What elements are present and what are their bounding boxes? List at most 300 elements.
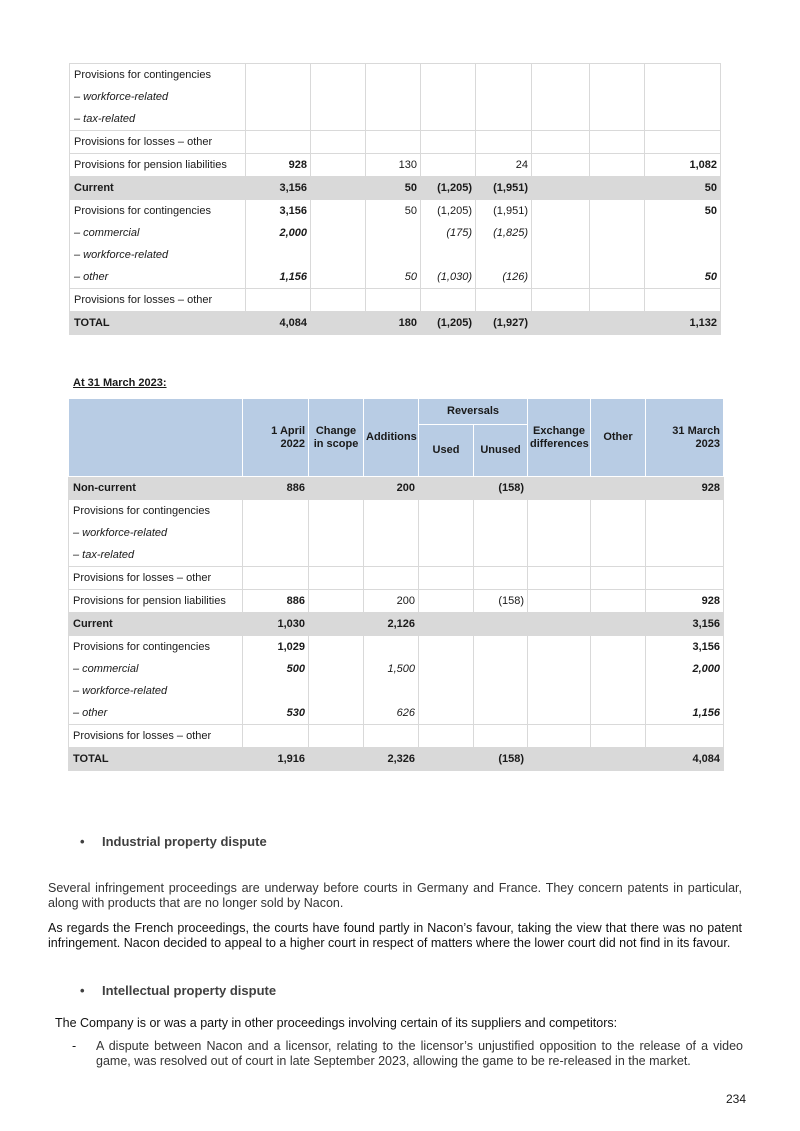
value-line	[647, 64, 717, 86]
value-cell	[421, 200, 476, 289]
header-unused: Unused	[474, 425, 528, 477]
value-line	[368, 244, 417, 266]
value-line	[421, 680, 470, 702]
row-label-line: – tax-related	[74, 113, 136, 125]
value-cell: 200	[364, 590, 419, 613]
value-line	[478, 244, 528, 266]
value-line	[530, 636, 587, 658]
value-cell	[419, 725, 474, 748]
value-line	[592, 64, 641, 86]
value-cell: 50	[366, 177, 421, 200]
value-cell	[591, 748, 646, 771]
table-row	[70, 200, 721, 289]
value-line	[647, 222, 717, 244]
value-cell	[474, 725, 528, 748]
value-line	[476, 500, 524, 522]
value-line	[534, 86, 586, 108]
value-line	[476, 636, 524, 658]
value-line	[245, 544, 305, 566]
table-row	[70, 131, 721, 154]
value-cell: 130	[366, 154, 421, 177]
value-cell	[474, 613, 528, 636]
value-line	[368, 222, 417, 244]
value-line: 1,029	[277, 641, 305, 653]
value-line: 50	[704, 271, 717, 283]
value-line	[423, 108, 472, 130]
table-row	[69, 477, 724, 500]
header-scope: Change in scope	[309, 399, 364, 477]
value-line	[592, 222, 641, 244]
value-line	[421, 636, 470, 658]
value-cell: 1,132	[645, 312, 721, 335]
row-label-line: – workforce-related	[74, 249, 169, 261]
value-line	[248, 108, 307, 130]
value-line	[593, 680, 642, 702]
header-other: Other	[591, 399, 646, 477]
value-cell	[590, 289, 645, 312]
value-line	[368, 108, 417, 130]
row-label: TOTAL	[70, 312, 246, 335]
value-cell	[476, 200, 532, 289]
value-cell	[366, 131, 421, 154]
value-cell	[309, 725, 364, 748]
value-cell	[309, 590, 364, 613]
value-cell	[421, 154, 476, 177]
value-line	[534, 222, 586, 244]
value-cell	[646, 567, 724, 590]
value-line	[648, 680, 720, 702]
value-line: 1,500	[387, 663, 415, 675]
value-line	[421, 658, 470, 680]
row-label: Provisions for losses – other	[69, 567, 243, 590]
value-line: 1,156	[279, 271, 307, 283]
value-line: (1,205)	[437, 205, 472, 217]
value-line	[530, 544, 587, 566]
header-close: 31 March 2023	[646, 399, 724, 477]
value-line	[534, 266, 586, 288]
section-heading-industrial	[80, 834, 267, 849]
row-label: Provisions for losses – other	[70, 289, 246, 312]
value-cell	[591, 636, 646, 725]
table-row	[69, 567, 724, 590]
value-line	[530, 702, 587, 724]
value-line: 2,000	[279, 227, 307, 239]
value-cell	[528, 477, 591, 500]
value-cell: 928	[646, 590, 724, 613]
value-cell	[532, 177, 590, 200]
value-line	[248, 244, 307, 266]
value-line	[311, 636, 360, 658]
value-line: (1,030)	[437, 271, 472, 283]
value-line	[593, 500, 642, 522]
row-label: Current	[69, 613, 243, 636]
value-line: 626	[396, 707, 415, 719]
value-cell	[246, 289, 311, 312]
value-cell	[309, 567, 364, 590]
value-cell	[532, 154, 590, 177]
value-cell	[591, 725, 646, 748]
header-exchange: Exchange differences	[528, 399, 591, 477]
value-line	[313, 266, 362, 288]
value-cell	[311, 64, 366, 131]
value-line	[421, 702, 470, 724]
paragraph: The Company is or was a party in other proceedings involving certain of its suppliers and competitors:	[55, 1016, 618, 1030]
bullet-icon: •	[80, 983, 85, 998]
table-row	[69, 500, 724, 567]
row-label-line: – workforce-related	[74, 91, 169, 103]
value-cell	[646, 636, 724, 725]
value-line	[423, 86, 472, 108]
value-cell	[591, 500, 646, 567]
value-cell	[645, 289, 721, 312]
value-line	[476, 702, 524, 724]
row-label-line: – workforce-related	[73, 685, 168, 697]
value-line	[534, 244, 586, 266]
value-cell: 2,126	[364, 613, 419, 636]
value-line	[647, 108, 717, 130]
value-cell	[246, 200, 311, 289]
value-cell	[532, 289, 590, 312]
value-cell	[590, 312, 645, 335]
value-line	[423, 64, 472, 86]
value-cell	[474, 567, 528, 590]
value-cell: 1,030	[243, 613, 309, 636]
value-line	[593, 522, 642, 544]
value-cell	[645, 64, 721, 131]
value-line	[368, 64, 417, 86]
value-line	[593, 544, 642, 566]
value-line	[478, 86, 528, 108]
value-line	[366, 522, 415, 544]
value-line	[423, 244, 472, 266]
value-cell: 3,156	[246, 177, 311, 200]
value-cell	[246, 64, 311, 131]
bullet-icon: •	[80, 834, 85, 849]
heading-text: Industrial property dispute	[102, 834, 267, 849]
value-cell	[243, 567, 309, 590]
value-cell	[528, 567, 591, 590]
value-cell	[591, 590, 646, 613]
value-cell	[309, 477, 364, 500]
value-cell	[591, 477, 646, 500]
value-line: 50	[404, 271, 417, 283]
value-cell	[591, 613, 646, 636]
value-cell	[474, 500, 528, 567]
value-cell: 886	[243, 477, 309, 500]
value-cell	[243, 725, 309, 748]
value-cell	[419, 590, 474, 613]
value-line	[313, 108, 362, 130]
value-line	[476, 522, 524, 544]
value-line	[421, 544, 470, 566]
value-cell: 928	[246, 154, 311, 177]
row-label: Provisions for losses – other	[70, 131, 246, 154]
value-line	[648, 544, 720, 566]
value-line	[648, 522, 720, 544]
value-cell	[311, 154, 366, 177]
value-cell: (158)	[474, 477, 528, 500]
value-line	[366, 636, 415, 658]
value-cell	[476, 289, 532, 312]
value-cell	[528, 590, 591, 613]
value-cell	[309, 613, 364, 636]
value-cell: 200	[364, 477, 419, 500]
value-line	[245, 500, 305, 522]
value-cell	[421, 289, 476, 312]
value-cell	[528, 500, 591, 567]
value-cell	[311, 131, 366, 154]
header-used: Used	[419, 425, 474, 477]
value-cell	[419, 636, 474, 725]
value-line: 3,156	[279, 205, 307, 217]
row-label: Provisions for pension liabilities	[70, 154, 246, 177]
value-line	[476, 680, 524, 702]
row-label: Non-current	[69, 477, 243, 500]
value-cell	[311, 177, 366, 200]
value-line	[248, 86, 307, 108]
value-cell	[364, 636, 419, 725]
value-line: 2,000	[692, 663, 720, 675]
value-line	[313, 222, 362, 244]
value-cell	[528, 613, 591, 636]
header-open: 1 April 2022	[243, 399, 309, 477]
value-cell	[246, 131, 311, 154]
value-cell	[364, 500, 419, 567]
value-line	[366, 680, 415, 702]
table-row	[70, 177, 721, 200]
value-line	[648, 500, 720, 522]
value-line: 530	[286, 707, 305, 719]
value-cell	[590, 177, 645, 200]
value-cell	[309, 500, 364, 567]
table-row	[70, 312, 721, 335]
value-cell	[419, 567, 474, 590]
value-line: (126)	[502, 271, 528, 283]
value-cell	[590, 131, 645, 154]
value-line: 50	[704, 205, 717, 217]
value-line	[245, 680, 305, 702]
value-cell	[243, 500, 309, 567]
value-line	[530, 500, 587, 522]
value-cell	[590, 200, 645, 289]
paragraph: Several infringement proceedings are underway before courts in Germany and France. They concern patents in particular, along with products that are no longer sold by Nacon.	[48, 881, 742, 910]
value-cell	[419, 477, 474, 500]
value-line	[647, 244, 717, 266]
value-line	[593, 636, 642, 658]
value-cell	[421, 131, 476, 154]
section-heading-intellectual	[80, 983, 276, 998]
value-line	[248, 64, 307, 86]
table-row	[70, 289, 721, 312]
value-cell	[366, 64, 421, 131]
value-cell	[590, 154, 645, 177]
dash-marker: -	[72, 1039, 77, 1053]
row-label-line: Provisions for contingencies	[73, 505, 210, 517]
table-row	[69, 636, 724, 725]
value-line	[366, 500, 415, 522]
value-cell	[476, 131, 532, 154]
value-line	[311, 702, 360, 724]
value-line	[311, 522, 360, 544]
value-line	[313, 200, 362, 222]
value-line	[592, 108, 641, 130]
value-cell	[366, 200, 421, 289]
value-cell	[366, 289, 421, 312]
value-cell	[646, 500, 724, 567]
value-line	[478, 108, 528, 130]
value-line: 50	[404, 205, 417, 217]
row-label-line: Provisions for contingencies	[74, 69, 211, 81]
value-line	[313, 64, 362, 86]
value-cell: 4,084	[646, 748, 724, 771]
value-line	[530, 658, 587, 680]
value-cell	[590, 64, 645, 131]
value-cell	[421, 64, 476, 131]
value-cell	[532, 131, 590, 154]
value-cell: (1,205)	[421, 312, 476, 335]
value-cell: 4,084	[246, 312, 311, 335]
table-row	[70, 64, 721, 131]
value-cell	[528, 725, 591, 748]
value-cell	[476, 64, 532, 131]
value-line	[421, 522, 470, 544]
value-cell	[419, 613, 474, 636]
value-cell	[309, 636, 364, 725]
value-line	[476, 544, 524, 566]
row-label-line: Provisions for contingencies	[74, 205, 211, 217]
value-cell	[311, 289, 366, 312]
value-line	[311, 658, 360, 680]
value-cell	[528, 636, 591, 725]
table-caption: At 31 March 2023:	[73, 377, 167, 389]
value-line	[313, 244, 362, 266]
value-line	[534, 108, 586, 130]
row-label	[70, 64, 246, 131]
value-line	[592, 244, 641, 266]
row-label-line: – commercial	[74, 227, 140, 239]
value-cell	[591, 567, 646, 590]
value-cell: 1,082	[645, 154, 721, 177]
value-cell	[528, 748, 591, 771]
list-item: A dispute between Nacon and a licensor, relating to the licensor’s unjustified opposition to the release of a video game, was resolved out of court in late September 2023, allowing the game to be re-released in the market.	[96, 1039, 743, 1068]
row-label-line: – commercial	[73, 663, 139, 675]
value-line	[530, 522, 587, 544]
value-line: 3,156	[692, 641, 720, 653]
value-cell	[532, 200, 590, 289]
header-blank	[69, 399, 243, 477]
value-cell	[646, 725, 724, 748]
value-line	[245, 522, 305, 544]
value-line: 500	[286, 663, 305, 675]
value-line: (175)	[446, 227, 472, 239]
value-cell: 50	[645, 177, 721, 200]
value-cell: (158)	[474, 748, 528, 771]
value-cell: (158)	[474, 590, 528, 613]
value-cell: (1,205)	[421, 177, 476, 200]
row-label-line: Provisions for contingencies	[73, 641, 210, 653]
table-row	[69, 590, 724, 613]
row-label	[69, 636, 243, 725]
row-label: TOTAL	[69, 748, 243, 771]
provisions-table-continuation	[69, 63, 721, 335]
value-cell	[309, 748, 364, 771]
value-cell: 928	[646, 477, 724, 500]
table-row	[69, 748, 724, 771]
value-cell	[532, 64, 590, 131]
value-cell	[419, 500, 474, 567]
value-line	[593, 658, 642, 680]
row-label: Provisions for pension liabilities	[69, 590, 243, 613]
value-line: 1,156	[692, 707, 720, 719]
provisions-table-2023	[68, 398, 724, 771]
value-line	[534, 64, 586, 86]
value-line	[368, 86, 417, 108]
value-cell: 1,916	[243, 748, 309, 771]
row-label	[69, 500, 243, 567]
value-line	[593, 702, 642, 724]
row-label	[70, 200, 246, 289]
value-line: (1,951)	[493, 205, 528, 217]
value-cell: 886	[243, 590, 309, 613]
value-line	[311, 500, 360, 522]
value-cell	[243, 636, 309, 725]
value-cell	[311, 200, 366, 289]
value-line	[592, 200, 641, 222]
value-line	[530, 680, 587, 702]
header-additions: Additions	[364, 399, 419, 477]
value-line	[311, 544, 360, 566]
value-cell	[364, 567, 419, 590]
value-line	[313, 86, 362, 108]
table-row	[69, 725, 724, 748]
value-line	[311, 680, 360, 702]
value-cell	[532, 312, 590, 335]
table-row	[70, 154, 721, 177]
value-cell	[474, 636, 528, 725]
value-cell	[645, 131, 721, 154]
row-label: Current	[70, 177, 246, 200]
row-label-line: – other	[73, 707, 108, 719]
row-label-line: – tax-related	[73, 549, 135, 561]
value-cell	[364, 725, 419, 748]
value-cell: 2,326	[364, 748, 419, 771]
value-cell: (1,927)	[476, 312, 532, 335]
value-line	[592, 86, 641, 108]
value-line	[366, 544, 415, 566]
value-line: (1,825)	[493, 227, 528, 239]
value-cell: 3,156	[646, 613, 724, 636]
row-label-line: – other	[74, 271, 109, 283]
value-cell	[311, 312, 366, 335]
value-line	[421, 500, 470, 522]
value-line	[476, 658, 524, 680]
value-line	[647, 86, 717, 108]
value-line	[592, 266, 641, 288]
heading-text: Intellectual property dispute	[102, 983, 277, 998]
page-number: 234	[725, 1092, 746, 1106]
value-line	[534, 200, 586, 222]
header-reversals: Reversals	[419, 399, 528, 425]
value-cell: 180	[366, 312, 421, 335]
value-cell: 24	[476, 154, 532, 177]
value-cell	[419, 748, 474, 771]
row-label-line: – workforce-related	[73, 527, 168, 539]
table-row	[69, 613, 724, 636]
row-label: Provisions for losses – other	[69, 725, 243, 748]
value-cell	[645, 200, 721, 289]
value-line	[478, 64, 528, 86]
paragraph: As regards the French proceedings, the courts have found partly in Nacon’s favour, taking the view that there was no patent infringement. Nacon decided to appeal to a higher court in respect of matters where the lower court did not find in its favour.	[48, 921, 742, 950]
